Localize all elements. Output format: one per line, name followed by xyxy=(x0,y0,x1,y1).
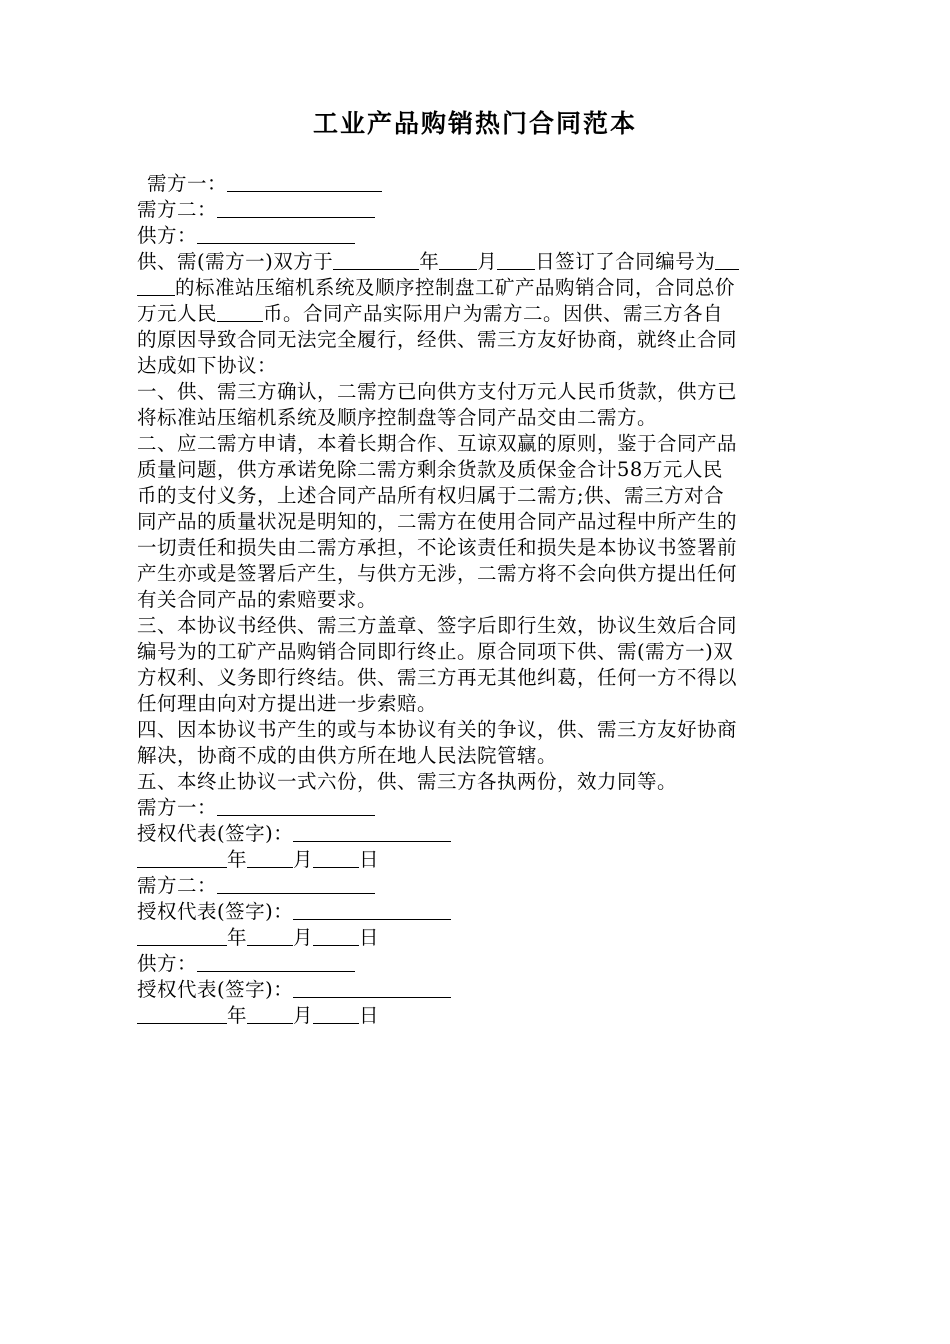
sig-supplier-line xyxy=(137,951,813,977)
contract-number-blank-cont xyxy=(137,275,175,296)
sig-buyer1-label: 需方一： xyxy=(137,796,218,819)
supplier-line xyxy=(137,223,813,249)
intro-line-4: 的原因导致合同无法完全履行，经供、需三方友好协商，就终止合同 xyxy=(137,328,738,351)
intro-line-3 xyxy=(137,301,813,327)
sig-day-label: 日 xyxy=(359,1004,380,1027)
intro-line-5: 达成如下协议： xyxy=(137,354,278,377)
sig-year-label: 年 xyxy=(227,926,248,949)
sig-day-label: 日 xyxy=(359,926,380,949)
clause-3-line: 三、本协议书经供、需三方盖章、签字后即行生效，协议生效后合同 xyxy=(137,614,738,637)
sig-buyer1-blank xyxy=(217,795,375,816)
clause-2-line: 有关合同产品的索赔要求。 xyxy=(137,588,378,611)
sig-rep-label: 授权代表(签字)： xyxy=(137,978,294,1001)
date-day-blank xyxy=(497,249,535,270)
sig-day-blank xyxy=(313,1003,359,1024)
clause-1-line: 将标准站压缩机系统及顺序控制盘等合同产品交由二需方。 xyxy=(137,406,658,429)
sig-month-blank xyxy=(247,847,293,868)
buyer1-label: 需方一： xyxy=(147,172,228,195)
sig-supplier-rep-line xyxy=(137,977,813,1003)
sig-month-label: 月 xyxy=(293,1004,314,1027)
clause-3-line: 方权利、义务即行终结。供、需三方再无其他纠葛，任何一方不得以 xyxy=(137,666,738,689)
clause-2-line: 质量问题，供方承诺免除二需方剩余货款及质保金合计58万元人民 xyxy=(137,458,723,481)
sig-rep-label: 授权代表(签字)： xyxy=(137,822,294,845)
intro-text: 年 xyxy=(419,250,440,273)
clause-5-line: 五、本终止协议一式六份，供、需三方各执两份，效力同等。 xyxy=(137,770,678,793)
clause-1-line: 一、供、需三方确认，二需方已向供方支付万元人民币货款，供方已 xyxy=(137,380,738,403)
sig-year-label: 年 xyxy=(227,1004,248,1027)
sig-buyer2-blank xyxy=(217,873,375,894)
sig-supplier-date-line xyxy=(137,1003,813,1029)
sig-buyer2-date-line xyxy=(137,925,813,951)
sig-year-blank xyxy=(137,925,227,946)
sig-day-label: 日 xyxy=(359,848,380,871)
sig-rep-blank xyxy=(293,821,451,842)
clause-4-line: 解决，协商不成的由供方所在地人民法院管辖。 xyxy=(137,744,558,767)
sig-rep-blank xyxy=(293,899,451,920)
sig-month-blank xyxy=(247,925,293,946)
clause-2-line: 二、应二需方申请，本着长期合作、互谅双赢的原则，鉴于合同产品 xyxy=(137,432,738,455)
sig-month-label: 月 xyxy=(293,926,314,949)
intro-text: 供、需(需方一)双方于 xyxy=(137,250,334,273)
intro-text: 日签订了合同编号为 xyxy=(535,250,716,273)
contract-number-blank xyxy=(715,249,739,270)
clause-2-line: 同产品的质量状况是明知的，二需方在使用合同产品过程中所产生的 xyxy=(137,510,738,533)
intro-text: 的标准站压缩机系统及顺序控制盘工矿产品购销合同，合同总价 xyxy=(175,276,736,299)
sig-supplier-label: 供方： xyxy=(137,952,198,975)
intro-text: 万元人民 xyxy=(137,302,218,325)
supplier-label: 供方： xyxy=(137,224,198,247)
sig-year-label: 年 xyxy=(227,848,248,871)
clause-3-line: 编号为的工矿产品购销合同即行终止。原合同项下供、需(需方一)双 xyxy=(137,640,734,663)
clause-4-line: 四、因本协议书产生的或与本协议有关的争议，供、需三方友好协商 xyxy=(137,718,738,741)
sig-year-blank xyxy=(137,1003,227,1024)
sig-day-blank xyxy=(313,925,359,946)
sig-supplier-blank xyxy=(197,951,355,972)
date-year-blank xyxy=(333,249,419,270)
intro-text: 月 xyxy=(477,250,498,273)
sig-month-blank xyxy=(247,1003,293,1024)
sig-buyer2-line xyxy=(137,873,813,899)
intro-line-1 xyxy=(137,249,813,275)
sig-buyer2-rep-line xyxy=(137,899,813,925)
sig-day-blank xyxy=(313,847,359,868)
intro-text: 币。合同产品实际用户为需方二。因供、需三方各自 xyxy=(263,302,724,325)
buyer1-blank xyxy=(227,171,382,192)
sig-buyer1-date-line xyxy=(137,847,813,873)
buyer2-blank xyxy=(217,197,375,218)
clause-3-line: 任何理由向对方提出进一步索赔。 xyxy=(137,692,438,715)
document-body xyxy=(137,171,813,1029)
intro-line-2 xyxy=(137,275,813,301)
sig-rep-blank xyxy=(293,977,451,998)
clause-2-line: 产生亦或是签署后产生，与供方无涉，二需方将不会向供方提出任何 xyxy=(137,562,738,585)
sig-rep-label: 授权代表(签字)： xyxy=(137,900,294,923)
currency-blank xyxy=(217,301,263,322)
sig-month-label: 月 xyxy=(293,848,314,871)
clause-2-line: 一切责任和损失由二需方承担，不论该责任和损失是本协议书签署前 xyxy=(137,536,738,559)
buyer2-label: 需方二： xyxy=(137,198,218,221)
clause-2-line: 币的支付义务，上述合同产品所有权归属于二需方;供、需三方对合 xyxy=(137,484,725,507)
sig-buyer1-rep-line xyxy=(137,821,813,847)
sig-year-blank xyxy=(137,847,227,868)
buyer2-line xyxy=(137,197,813,223)
sig-buyer1-line xyxy=(137,795,813,821)
document-title: 工业产品购销热门合同范本 xyxy=(312,109,637,138)
date-month-blank xyxy=(439,249,477,270)
supplier-blank xyxy=(197,223,355,244)
buyer1-line xyxy=(137,171,813,197)
sig-buyer2-label: 需方二： xyxy=(137,874,218,897)
